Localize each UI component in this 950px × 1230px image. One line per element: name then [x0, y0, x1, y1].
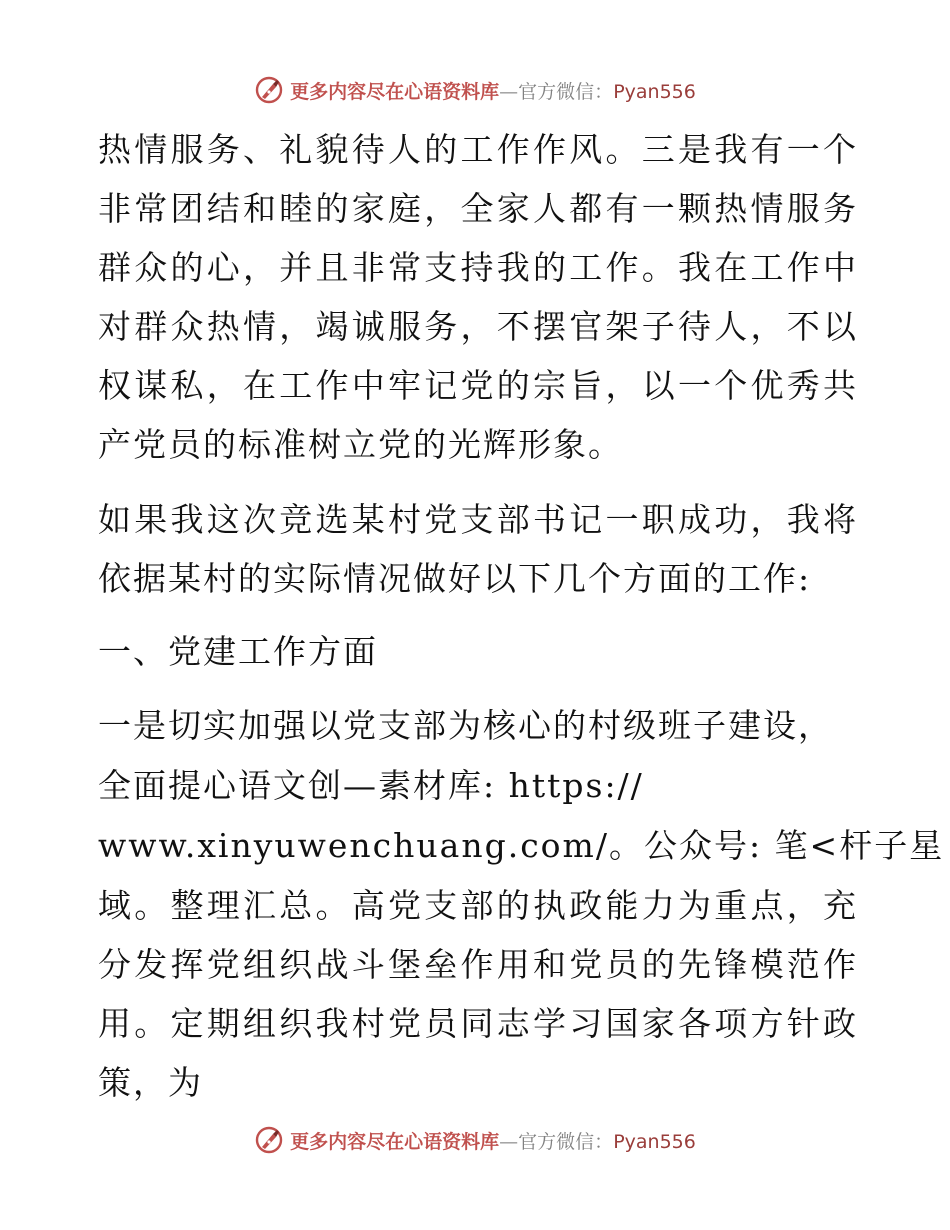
paragraph-1: 热情服务、礼貌待人的工作作风。三是我有一个非常团结和睦的家庭，全家人都有一颗热情服务群众的心，并且非常支持我的工作。我在工作中对群众热情，竭诚服务，不摆官架子待人，不以权谋私，在工作中牢记党的宗旨，以一个优秀共产党员的标准树立党的光辉形象。	[98, 130, 858, 464]
footer-banner-wechat-id: Pyan556	[613, 1130, 696, 1153]
paragraph-3-line-2: 全面提心语文创—素材库: https://	[98, 766, 644, 805]
footer-banner	[0, 1122, 950, 1158]
footer-banner-title: 更多内容尽在心语资料库	[290, 1130, 500, 1153]
paragraph-2: 如果我这次竞选某村党支部书记一职成功，我将依据某村的实际情况做好以下几个方面的工作:	[98, 500, 858, 598]
paragraph-3-line-1: 一是切实加强以党支部为核心的村级班子建设，	[98, 706, 833, 745]
header-banner	[0, 72, 950, 108]
pen-nib-logo-icon	[254, 75, 284, 105]
paragraph-3-rest: 域。整理汇总。高党支部的执政能力为重点，充分发挥党组织战斗堡垒作用和党员的先锋模范作用。定期组织我村党员同志学习国家各项方针政策，为	[98, 886, 858, 1102]
paragraph-3-line-3: www.xinyuwenchuang.com/。公众号: 笔<杆子星	[98, 826, 945, 865]
header-banner-title: 更多内容尽在心语资料库	[290, 80, 500, 103]
footer-banner-separator: —	[499, 1130, 519, 1153]
pen-nib-logo-icon	[254, 1125, 284, 1155]
header-banner-text	[290, 77, 696, 104]
footer-banner-text	[290, 1127, 696, 1154]
document-body	[98, 120, 945, 1112]
header-banner-wechat-label: 官方微信：	[518, 80, 614, 103]
header-banner-wechat-id: Pyan556	[613, 80, 696, 103]
header-banner-separator: —	[499, 80, 519, 103]
footer-banner-wechat-label: 官方微信：	[518, 1130, 614, 1153]
section-heading: 一、党建工作方面	[98, 632, 378, 671]
